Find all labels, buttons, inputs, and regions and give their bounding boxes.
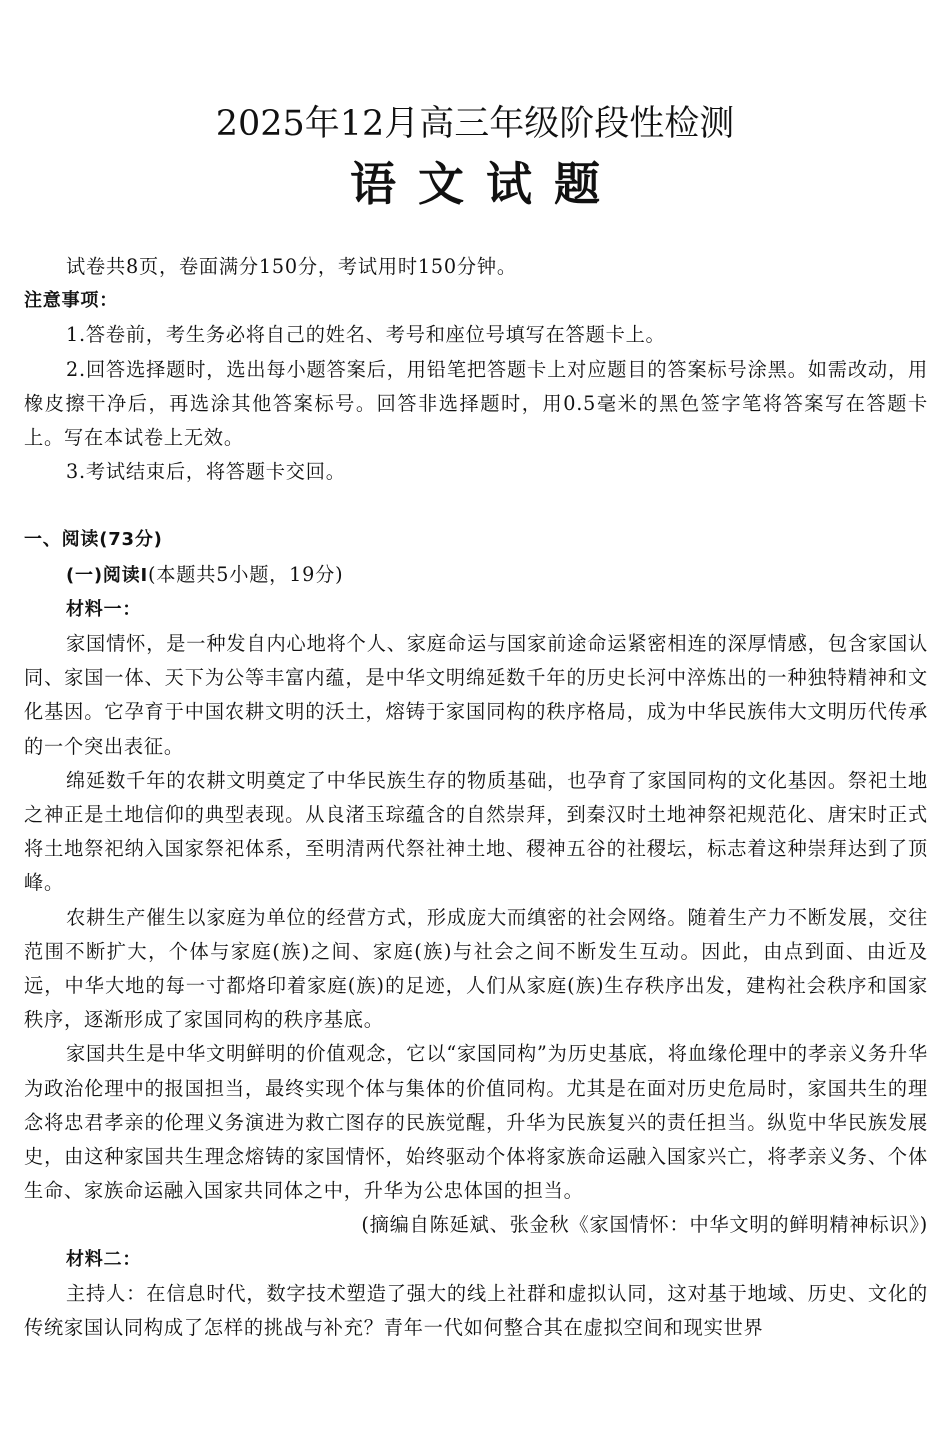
material1-label: 材料一： xyxy=(66,598,142,620)
notice-item-1: 1.答卷前，考生务必将自己的姓名、考号和座位号填写在答题卡上。 xyxy=(66,323,666,347)
exam-title: 2025年12月高三年级阶段性检测 xyxy=(215,104,735,144)
part-heading xyxy=(24,558,928,593)
material2-label: 材料二： xyxy=(66,1248,142,1270)
exam-body xyxy=(24,250,928,1345)
material1-source: (摘编自陈延斌、张金秋《家国情怀：中华文明的鲜明精神标识》) xyxy=(361,1213,928,1237)
section-gap xyxy=(24,489,928,523)
exam-overview: 试卷共8页，卷面满分150分，考试用时150分钟。 xyxy=(66,255,517,278)
notice-item-2: 2.回答选择题时，选出每小题答案后，用铅笔把答题卡上对应题目的答案标号涂黑。如需改动，用橡皮擦干净后，再选涂其他答案标号。回答非选择题时，用0.5毫米的黑色签字笔将答案写在答题卡上。写在本试卷上无效。 xyxy=(24,357,928,450)
material1-paragraph: 家国情怀，是一种发自内心地将个人、家庭命运与国家前途命运紧密相连的深厚情感，包含家国认同、家国一体、天下为公等丰富内蕴，是中华文明绵延数千年的历史长河中淬炼出的一种独特精神和文化基因。它孕育于中国农耕文明的沃土，熔铸于家国同构的秩序格局，成为中华民族伟大文明历代传承的一个突出表征。 xyxy=(24,632,928,758)
material1-paragraph: 绵延数千年的农耕文明奠定了中华民族生存的物质基础，也孕育了家国同构的文化基因。祭祀土地之神正是土地信仰的典型表现。从良渚玉琮蕴含的自然崇拜，到秦汉时土地神祭祀规范化、唐宋时正式将土地祭祀纳入国家祭祀体系，至明清两代祭社神土地、稷神五谷的社稷坛，标志着这种崇拜达到了顶峰。 xyxy=(24,768,928,895)
section-heading: 一、阅读(73分) xyxy=(24,529,163,551)
material2-paragraph: 主持人：在信息时代，数字技术塑造了强大的线上社群和虚拟认同，这对基于地域、历史、文化的传统家国认同构成了怎样的挑战与补充？青年一代如何整合其在虚拟空间和现实世界 xyxy=(24,1281,928,1340)
subject-title: 语文试题 xyxy=(350,157,622,211)
notice-item-3: 3.考试结束后，将答题卡交回。 xyxy=(66,460,346,484)
material1-paragraph: 农耕生产催生以家庭为单位的经营方式，形成庞大而缜密的社会网络。随着生产力不断发展，交往范围不断扩大，个体与家庭(族)之间、家庭(族)与社会之间不断发生互动。因此，由点到面、由近及远，中华大地的每一寸都烙印着家庭(族)的足迹，人们从家庭(族)生存秩序出发，建构社会秩序和国家秩序，逐渐形成了家国同构的秩序基底。 xyxy=(24,905,928,1032)
material1-paragraph: 家国共生是中华文明鲜明的价值观念，它以“家国同构”为历史基底，将血缘伦理中的孝亲义务升华为政治伦理中的报国担当，最终实现个体与集体的价值同构。尤其是在面对历史危局时，家国共生的理念将忠君孝亲的伦理义务演进为救亡图存的民族觉醒，升华为民族复兴的责任担当。纵览中华民族发展史，由这种家国共生理念熔铸的家国情怀，始终驱动个体将家族命运融入国家兴亡，将孝亲义务、个体生命、家族命运融入国家共同体之中，升华为公忠体国的担当。 xyxy=(24,1042,928,1203)
part-heading-note: (本题共5小题，19分) xyxy=(147,562,344,586)
notice-heading: 注意事项： xyxy=(24,290,118,312)
part-heading-bold: (一)阅读Ⅰ xyxy=(66,564,148,586)
